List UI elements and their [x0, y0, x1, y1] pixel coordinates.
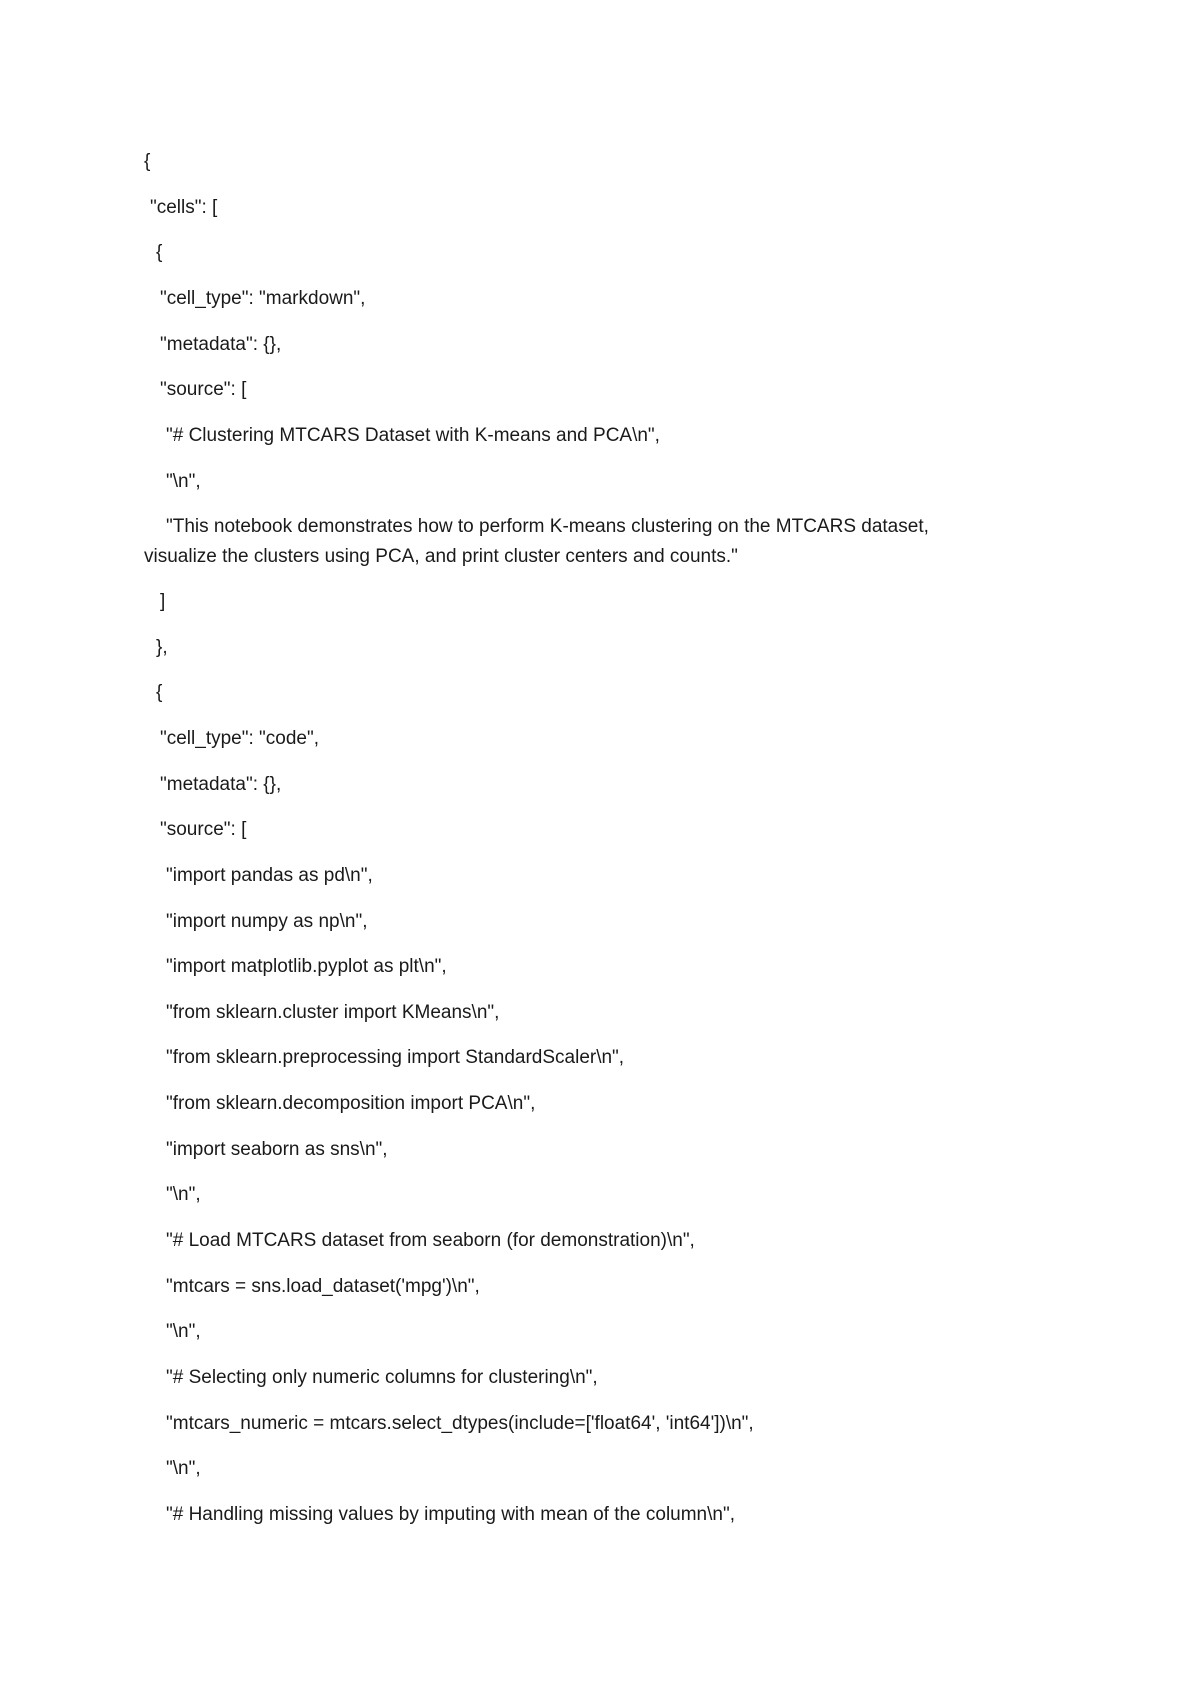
text-line-code-load-dataset: "mtcars = sns.load_dataset('mpg')\n", — [166, 1276, 480, 1297]
text-line-code-comment-missing: "# Handling missing values by imputing with mean of the column\n", — [166, 1504, 735, 1525]
text-line-code-select-dtypes: "mtcars_numeric = mtcars.select_dtypes(include=['float64', 'int64'])\n", — [166, 1413, 754, 1434]
text-line-cell1-metadata: "metadata": {}, — [160, 334, 282, 355]
text-line-cell2-type: "cell_type": "code", — [160, 728, 320, 749]
text-line-cell1-source: "source": [ — [160, 379, 247, 400]
text-line-cell1-open: { — [156, 242, 163, 263]
text-line-md-title: "# Clustering MTCARS Dataset with K-means and PCA\n", — [166, 425, 660, 446]
text-line-code-import-matplotlib: "import matplotlib.pyplot as plt\n", — [166, 956, 447, 977]
text-line-code-import-kmeans: "from sklearn.cluster import KMeans\n", — [166, 1002, 500, 1023]
text-line-code-newline-3: "\n", — [166, 1458, 201, 1479]
text-line-cell1-type: "cell_type": "markdown", — [160, 288, 366, 309]
text-line-code-comment-select: "# Selecting only numeric columns for clustering\n", — [166, 1367, 598, 1388]
text-line-code-import-scaler: "from sklearn.preprocessing import StandardScaler\n", — [166, 1047, 625, 1068]
text-line-open-brace: { — [144, 151, 151, 172]
text-line-code-import-pandas: "import pandas as pd\n", — [166, 865, 373, 886]
text-line-code-comment-load: "# Load MTCARS dataset from seaborn (for demonstration)\n", — [166, 1230, 695, 1251]
text-line-md-newline: "\n", — [166, 471, 201, 492]
text-line-cell2-source: "source": [ — [160, 819, 247, 840]
text-line-md-description-2: visualize the clusters using PCA, and print cluster centers and counts." — [144, 546, 738, 567]
text-line-code-newline-1: "\n", — [166, 1184, 201, 1205]
text-line-md-description-1: "This notebook demonstrates how to perform K-means clustering on the MTCARS dataset, — [166, 516, 929, 537]
text-line-code-newline-2: "\n", — [166, 1321, 201, 1342]
text-line-cells-key: "cells": [ — [150, 197, 218, 218]
text-line-code-import-pca: "from sklearn.decomposition import PCA\n", — [166, 1093, 536, 1114]
text-line-cell2-open: { — [156, 682, 163, 703]
text-line-cell1-close: }, — [156, 637, 168, 658]
text-line-code-import-numpy: "import numpy as np\n", — [166, 911, 368, 932]
text-line-cell2-metadata: "metadata": {}, — [160, 774, 282, 795]
text-line-cell1-source-close: ] — [160, 591, 166, 612]
text-line-code-import-seaborn: "import seaborn as sns\n", — [166, 1139, 388, 1160]
